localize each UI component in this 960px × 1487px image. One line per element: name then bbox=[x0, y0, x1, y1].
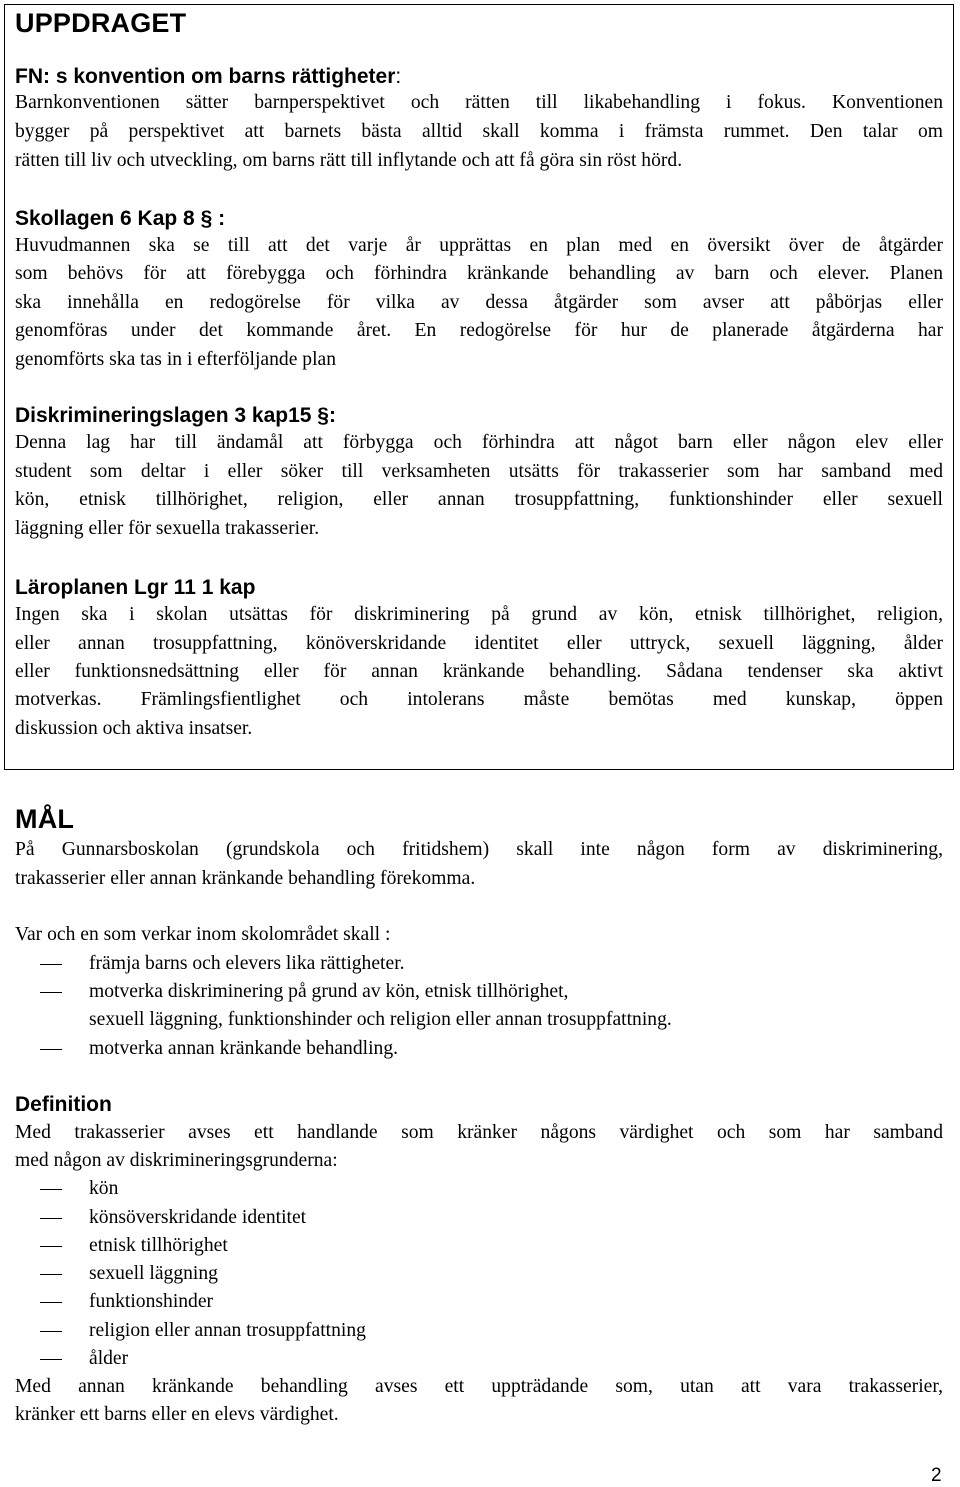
mal-line: trakasserier eller annan kränkande behandling förekomma. bbox=[15, 868, 476, 889]
ground-item: funktionshinder bbox=[89, 1291, 214, 1312]
ground-item: könsöverskridande identitet bbox=[89, 1207, 307, 1228]
bullet-dash bbox=[40, 1331, 62, 1332]
definition-line: Med trakasserier avses ett handlande som kränker någons värdighet och som har samband bbox=[15, 1122, 943, 1143]
mal-bullet: främja barns och elevers lika rättigheter. bbox=[89, 953, 405, 974]
skollagen-line: ska innehålla en redogörelse för vilka av dessa åtgärder som avser att påbörjas eller bbox=[15, 292, 943, 313]
laroplanen-line: motverkas. Främlingsfientlighet och intolerans måste bemötas med kunskap, öppen bbox=[15, 689, 943, 710]
mal-title: MÅL bbox=[15, 804, 75, 834]
skollagen-line: som behövs för att förebygga och förhindra kränkande behandling av barn och elever. Planen bbox=[15, 263, 943, 284]
uppdraget-box bbox=[4, 4, 954, 770]
mal-intro: Var och en som verkar inom skolområdet skall : bbox=[15, 924, 391, 945]
fn-line: Barnkonventionen sätter barnperspektivet och rätten till likabehandling i fokus. Konventionen bbox=[15, 92, 943, 113]
bullet-dash bbox=[40, 1049, 62, 1050]
ground-item: kön bbox=[89, 1178, 119, 1199]
bullet-dash bbox=[40, 1359, 62, 1360]
bullet-dash bbox=[40, 1218, 62, 1219]
diskriminering-line: kön, etnisk tillhörighet, religion, eller annan trosuppfattning, funktionshinder eller sexuell bbox=[15, 489, 943, 510]
definition-closing-line: kränker ett barns eller en elevs värdighet. bbox=[15, 1404, 339, 1425]
mal-bullet: motverka diskriminering på grund av kön, etnisk tillhörighet, bbox=[89, 981, 569, 1002]
laroplanen-heading: Läroplanen Lgr 11 1 kap bbox=[15, 576, 256, 599]
ground-item: religion eller annan trosuppfattning bbox=[89, 1320, 366, 1341]
ground-item: sexuell läggning bbox=[89, 1263, 218, 1284]
fn-heading bbox=[15, 65, 401, 89]
skollagen-line: Huvudmannen ska se till att det varje år upprättas en plan med en översikt över de åtgärder bbox=[15, 235, 943, 256]
bullet-dash bbox=[40, 1274, 62, 1275]
fn-line: bygger på perspektivet att barnets bästa alltid skall komma i främsta rummet. Den talar om bbox=[15, 121, 943, 142]
ground-item: etnisk tillhörighet bbox=[89, 1235, 228, 1256]
bullet-dash bbox=[40, 964, 62, 965]
fn-heading-text: FN: s konvention om barns rättigheter bbox=[15, 65, 396, 88]
laroplanen-line: Ingen ska i skolan utsättas för diskriminering på grund av kön, etnisk tillhörighet, religion, bbox=[15, 604, 943, 625]
definition-closing-line: Med annan kränkande behandling avses ett uppträdande som, utan att vara trakasserier, bbox=[15, 1376, 943, 1397]
mal-bullet: motverka annan kränkande behandling. bbox=[89, 1038, 399, 1059]
bullet-dash bbox=[40, 1189, 62, 1190]
ground-item: ålder bbox=[89, 1348, 129, 1369]
fn-line: rätten till liv och utveckling, om barns rätt till inflytande och att få göra sin röst hörd. bbox=[15, 150, 683, 171]
uppdraget-title: UPPDRAGET bbox=[15, 8, 187, 38]
bullet-dash bbox=[40, 1302, 62, 1303]
laroplanen-line: eller funktionsnedsättning eller för annan kränkande behandling. Sådana tendenser ska aktivt bbox=[15, 661, 943, 682]
skollagen-line: genomförts ska tas in i efterföljande plan bbox=[15, 349, 337, 370]
bullet-dash bbox=[40, 992, 62, 993]
page-number: 2 bbox=[931, 1465, 942, 1486]
laroplanen-line: diskussion och aktiva insatser. bbox=[15, 718, 253, 739]
mal-bullet-continuation: sexuell läggning, funktionshinder och religion eller annan trosuppfattning. bbox=[89, 1009, 672, 1030]
skollagen-line: genomföras under det kommande året. En redogörelse för hur de planerade åtgärderna har bbox=[15, 320, 943, 341]
diskriminering-heading: Diskrimineringslagen 3 kap15 §: bbox=[15, 404, 336, 427]
skollagen-heading: Skollagen 6 Kap 8 § : bbox=[15, 207, 226, 230]
mal-line: På Gunnarsboskolan (grundskola och fritidshem) skall inte någon form av diskriminering, bbox=[15, 839, 943, 860]
definition-line: med någon av diskrimineringsgrunderna: bbox=[15, 1150, 338, 1171]
diskriminering-line: student som deltar i eller söker till verksamheten utsätts för trakasserier som har samband med bbox=[15, 461, 943, 482]
diskriminering-line: Denna lag har till ändamål att förbygga och förhindra att något barn eller någon elev eller bbox=[15, 432, 943, 453]
bullet-dash bbox=[40, 1246, 62, 1247]
laroplanen-line: eller annan trosuppfattning, könöverskridande identitet eller uttryck, sexuell läggning, ålder bbox=[15, 633, 943, 654]
fn-heading-colon: : bbox=[395, 65, 402, 88]
diskriminering-line: läggning eller för sexuella trakasserier. bbox=[15, 518, 320, 539]
definition-title: Definition bbox=[15, 1093, 112, 1116]
